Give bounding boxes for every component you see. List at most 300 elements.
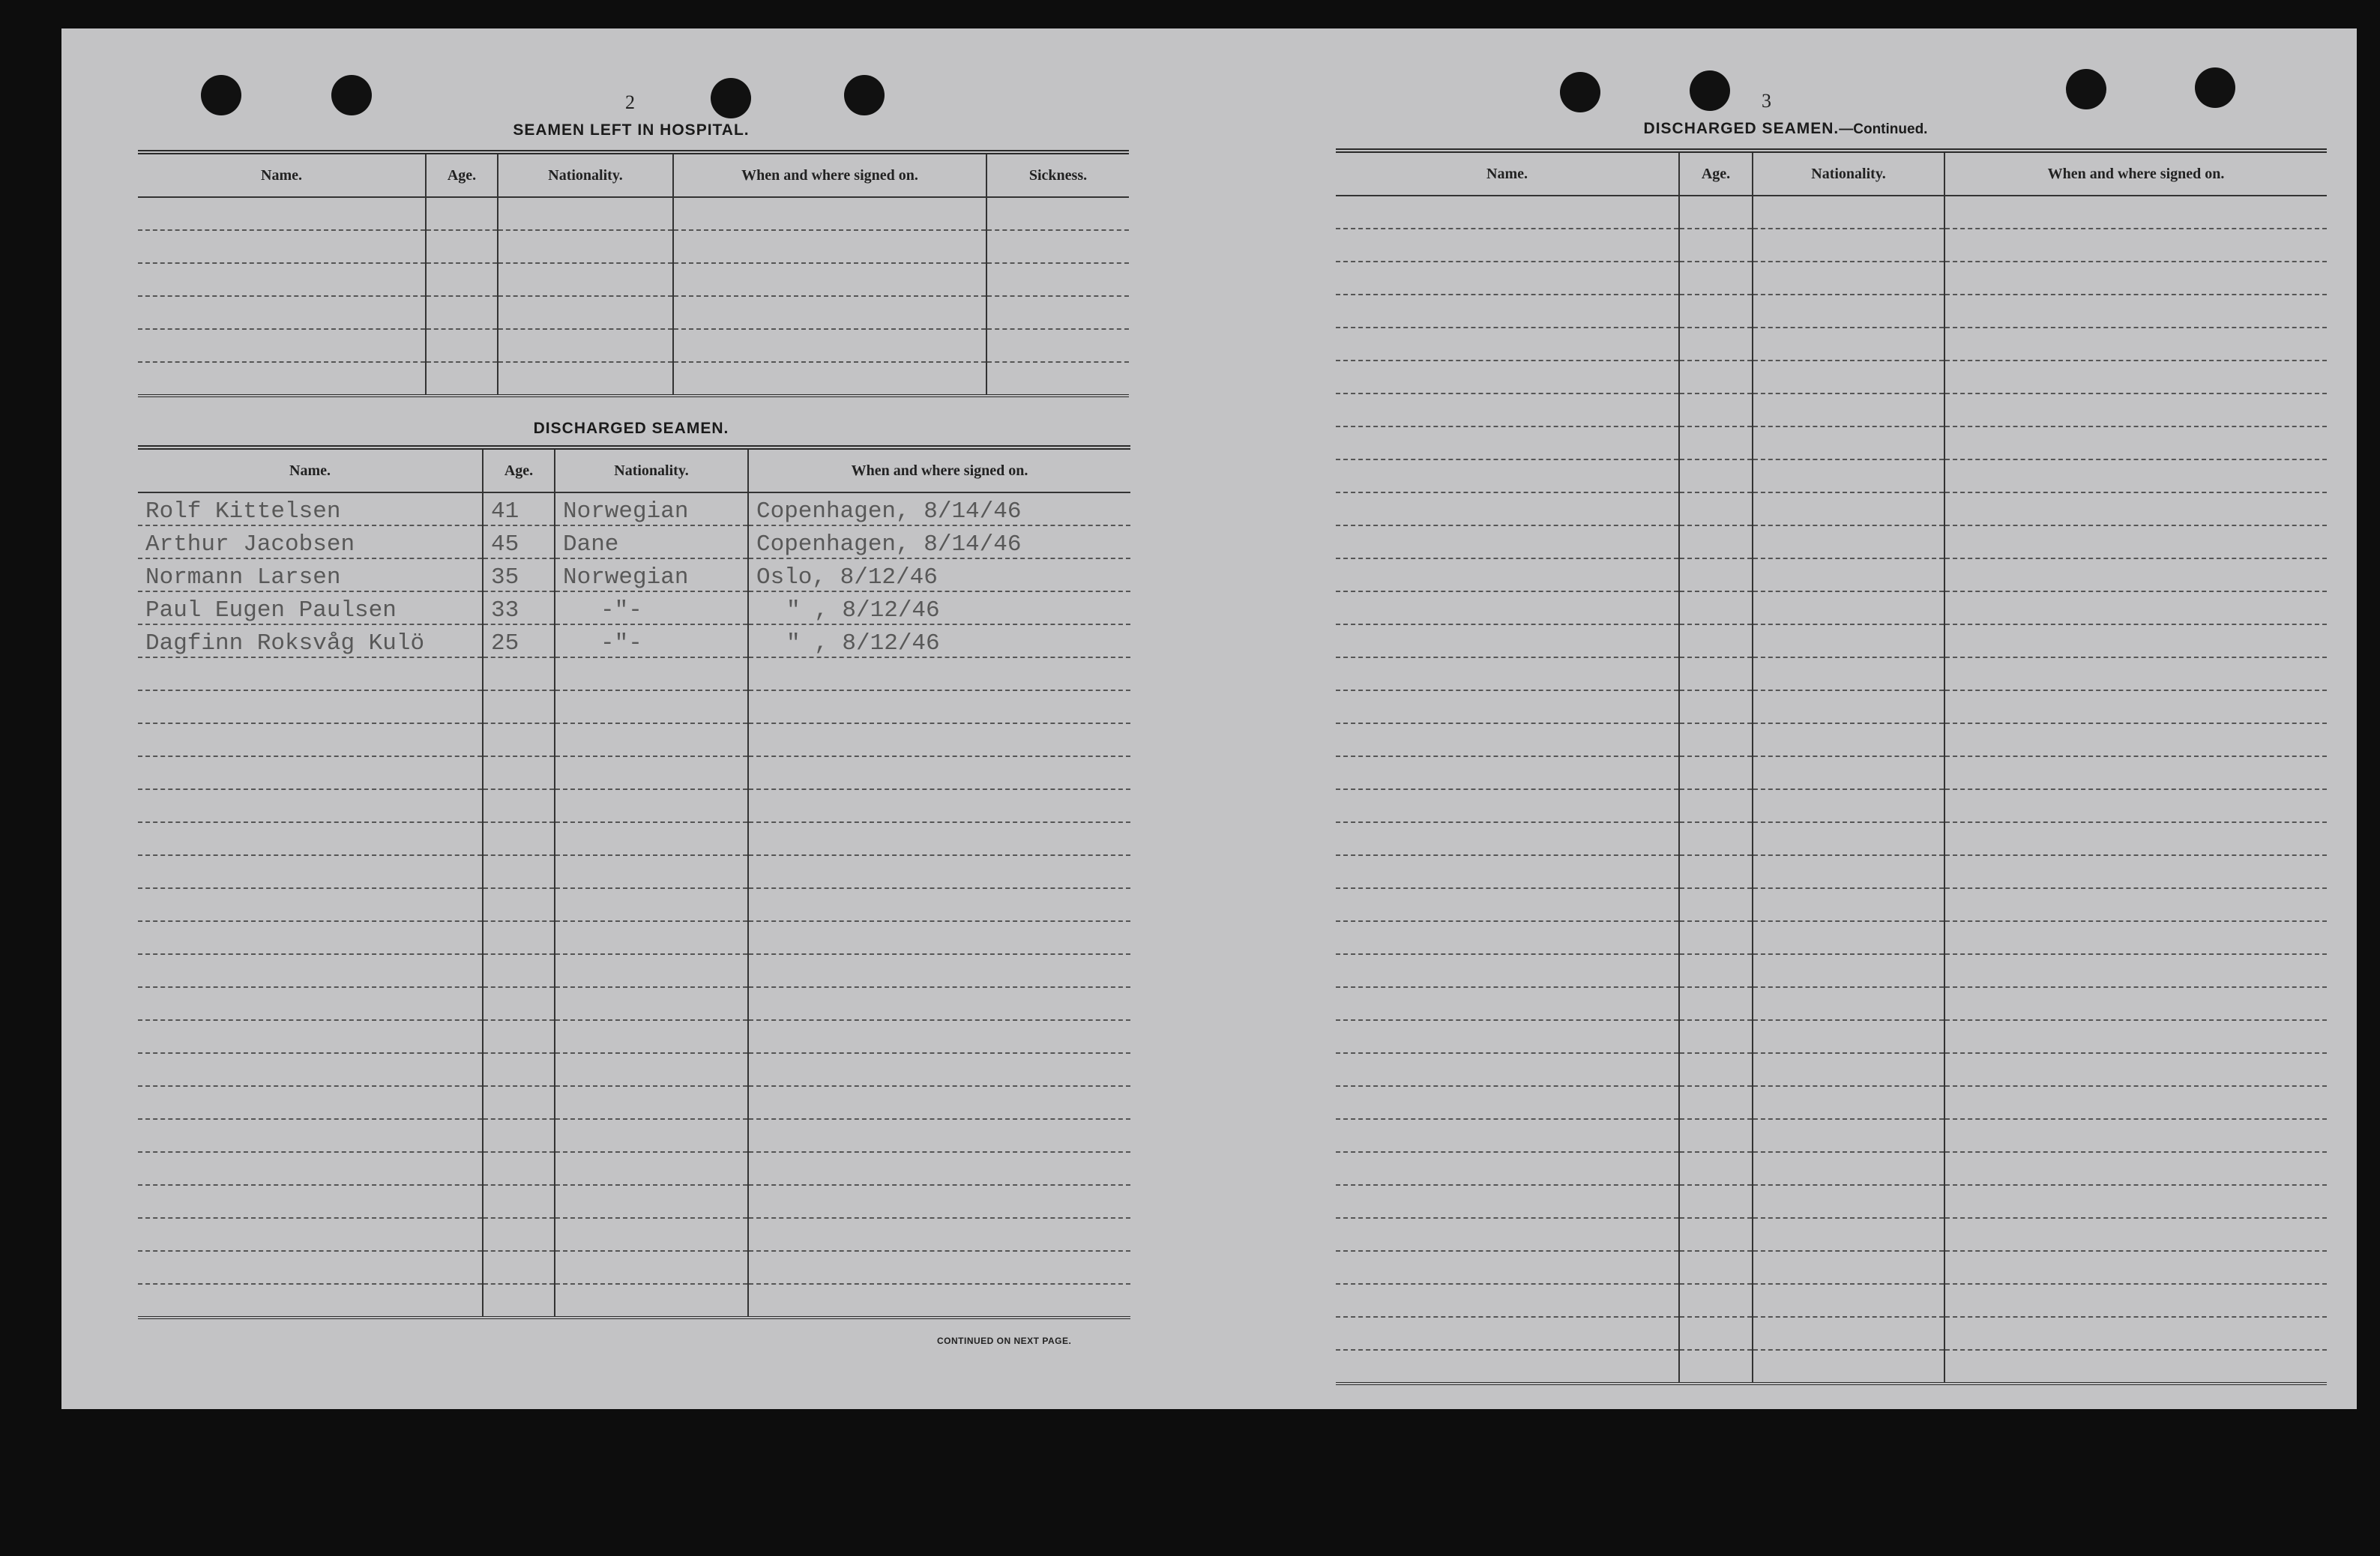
empty-cell: [748, 954, 1130, 987]
empty-cell: [1753, 361, 1944, 393]
empty-cell: [1944, 1350, 2327, 1384]
seaman-nationality: -"-: [555, 624, 748, 657]
seaman-name: Paul Eugen Paulsen: [138, 591, 483, 624]
empty-cell: [1336, 1185, 1679, 1218]
empty-cell: [138, 1086, 483, 1119]
empty-cell: [1679, 328, 1753, 361]
empty-cell: [748, 756, 1130, 789]
empty-cell: [1679, 492, 1753, 525]
empty-cell: [555, 822, 748, 855]
empty-table-row: [1336, 1251, 2327, 1284]
discharged-continued-table: [1336, 148, 2327, 1385]
empty-table-row: [138, 822, 1130, 855]
empty-table-row: [1336, 1284, 2327, 1317]
empty-cell: [138, 954, 483, 987]
empty-cell: [555, 723, 748, 756]
empty-table-row: [138, 987, 1130, 1020]
empty-table-row: [138, 1152, 1130, 1185]
empty-table-row: [1336, 855, 2327, 888]
empty-cell: [1944, 1020, 2327, 1053]
empty-cell: [1679, 426, 1753, 459]
empty-cell: [748, 921, 1130, 954]
empty-cell: [1679, 1086, 1753, 1119]
empty-cell: [1679, 1185, 1753, 1218]
empty-table-row: [138, 1119, 1130, 1152]
empty-cell: [1336, 921, 1679, 954]
document-sheet: [61, 28, 2357, 1409]
empty-cell: [1753, 426, 1944, 459]
seaman-age: 41: [483, 492, 555, 525]
empty-cell: [1944, 1317, 2327, 1350]
empty-table-row: [138, 1218, 1130, 1251]
empty-cell: [748, 822, 1130, 855]
empty-cell: [1679, 1284, 1753, 1317]
empty-cell: [1336, 1350, 1679, 1384]
empty-cell: [1753, 1284, 1944, 1317]
column-header-signed-on: When and where signed on.: [673, 152, 986, 197]
empty-cell: [1336, 1218, 1679, 1251]
empty-cell: [1753, 756, 1944, 789]
empty-cell: [483, 1119, 555, 1152]
empty-cell: [1336, 328, 1679, 361]
empty-cell: [138, 657, 483, 690]
table-row: [138, 492, 1130, 525]
column-header-age: Age.: [483, 447, 555, 492]
seaman-age: 45: [483, 525, 555, 558]
empty-cell: [1944, 196, 2327, 229]
seaman-name: Rolf Kittelsen: [138, 492, 483, 525]
empty-cell: [483, 789, 555, 822]
empty-cell: [138, 1020, 483, 1053]
seaman-nationality: Norwegian: [555, 558, 748, 591]
empty-cell: [555, 954, 748, 987]
empty-cell: [1336, 591, 1679, 624]
empty-table-row: [138, 1284, 1130, 1318]
empty-cell: [1944, 1185, 2327, 1218]
empty-table-row: [138, 756, 1130, 789]
empty-cell: [138, 1119, 483, 1152]
empty-cell: [1944, 558, 2327, 591]
empty-cell: [1753, 624, 1944, 657]
empty-cell: [1944, 690, 2327, 723]
empty-cell: [1679, 888, 1753, 921]
seaman-name: Normann Larsen: [138, 558, 483, 591]
empty-cell: [1753, 1053, 1944, 1086]
empty-table-row: [1336, 591, 2327, 624]
table-row: [138, 230, 1129, 263]
empty-cell: [1753, 789, 1944, 822]
empty-cell: [1336, 393, 1679, 426]
hospital-section-title: SEAMEN LEFT IN HOSPITAL.: [513, 121, 750, 139]
empty-cell: [1753, 295, 1944, 328]
empty-cell: [748, 690, 1130, 723]
empty-cell: [1753, 888, 1944, 921]
empty-cell: [1679, 262, 1753, 295]
empty-cell: [1336, 459, 1679, 492]
empty-cell: [1679, 1152, 1753, 1185]
empty-cell: [1336, 624, 1679, 657]
empty-cell: [483, 954, 555, 987]
seaman-nationality: -"-: [555, 591, 748, 624]
empty-cell: [748, 1020, 1130, 1053]
empty-cell: [1336, 229, 1679, 262]
empty-cell: [555, 690, 748, 723]
empty-table-row: [1336, 492, 2327, 525]
empty-cell: [1753, 855, 1944, 888]
table-row: [138, 329, 1129, 362]
empty-cell: [483, 657, 555, 690]
table-row: [138, 362, 1129, 396]
table-row: [138, 296, 1129, 329]
empty-cell: [1679, 1350, 1753, 1384]
empty-table-row: [1336, 229, 2327, 262]
empty-table-row: [1336, 361, 2327, 393]
empty-table-row: [138, 723, 1130, 756]
empty-cell: [1336, 822, 1679, 855]
empty-cell: [1679, 756, 1753, 789]
empty-cell: [1753, 1218, 1944, 1251]
empty-cell: [1336, 196, 1679, 229]
table-row: [138, 263, 1129, 296]
empty-cell: [1753, 1152, 1944, 1185]
empty-cell: [1679, 624, 1753, 657]
empty-cell: [1753, 690, 1944, 723]
empty-cell: [1753, 229, 1944, 262]
empty-cell: [1336, 1020, 1679, 1053]
empty-cell: [555, 1284, 748, 1318]
empty-cell: [1944, 1218, 2327, 1251]
empty-cell: [555, 1152, 748, 1185]
empty-cell: [483, 1020, 555, 1053]
empty-table-row: [1336, 328, 2327, 361]
empty-cell: [1753, 1119, 1944, 1152]
empty-cell: [748, 1119, 1130, 1152]
empty-cell: [1336, 361, 1679, 393]
empty-table-row: [1336, 1119, 2327, 1152]
empty-cell: [1944, 1086, 2327, 1119]
column-header-nationality: Nationality.: [555, 447, 748, 492]
empty-cell: [1679, 954, 1753, 987]
empty-cell: [483, 756, 555, 789]
empty-table-row: [1336, 921, 2327, 954]
empty-cell: [1679, 591, 1753, 624]
empty-cell: [483, 723, 555, 756]
empty-cell: [1944, 657, 2327, 690]
empty-cell: [1944, 987, 2327, 1020]
empty-cell: [1944, 1284, 2327, 1317]
empty-cell: [1679, 657, 1753, 690]
right-page: [1208, 28, 2357, 1409]
empty-cell: [1944, 591, 2327, 624]
empty-cell: [483, 822, 555, 855]
empty-cell: [1944, 723, 2327, 756]
column-header-age: Age.: [1679, 151, 1753, 196]
empty-cell: [1336, 492, 1679, 525]
empty-cell: [1753, 1251, 1944, 1284]
title-suffix: —Continued.: [1839, 121, 1928, 137]
empty-cell: [1753, 657, 1944, 690]
empty-cell: [1753, 525, 1944, 558]
empty-cell: [1753, 591, 1944, 624]
empty-table-row: [138, 657, 1130, 690]
empty-cell: [555, 987, 748, 1020]
continued-note: CONTINUED ON NEXT PAGE.: [937, 1336, 1072, 1346]
empty-cell: [138, 690, 483, 723]
empty-cell: [1336, 262, 1679, 295]
page-number: 2: [625, 91, 635, 113]
empty-table-row: [1336, 657, 2327, 690]
empty-cell: [1679, 822, 1753, 855]
column-header-name: Name.: [138, 152, 426, 197]
empty-cell: [483, 1185, 555, 1218]
empty-cell: [555, 1020, 748, 1053]
discharged-table: [138, 445, 1130, 1319]
seaman-signed-on: Copenhagen, 8/14/46: [748, 525, 1130, 558]
empty-table-row: [1336, 954, 2327, 987]
empty-cell: [483, 855, 555, 888]
empty-table-row: [1336, 1020, 2327, 1053]
empty-cell: [483, 921, 555, 954]
empty-cell: [555, 1185, 748, 1218]
empty-cell: [138, 1152, 483, 1185]
empty-table-row: [138, 1086, 1130, 1119]
empty-cell: [1944, 789, 2327, 822]
empty-cell: [555, 855, 748, 888]
empty-cell: [1336, 888, 1679, 921]
empty-cell: [138, 1185, 483, 1218]
empty-table-row: [1336, 888, 2327, 921]
empty-cell: [138, 987, 483, 1020]
empty-cell: [1336, 1086, 1679, 1119]
empty-cell: [748, 657, 1130, 690]
empty-cell: [1944, 361, 2327, 393]
table-row: [138, 624, 1130, 657]
empty-cell: [748, 888, 1130, 921]
seaman-signed-on: " , 8/12/46: [748, 624, 1130, 657]
empty-table-row: [1336, 690, 2327, 723]
empty-cell: [1336, 855, 1679, 888]
empty-table-row: [1336, 525, 2327, 558]
empty-table-row: [1336, 624, 2327, 657]
empty-cell: [1679, 196, 1753, 229]
empty-cell: [1336, 525, 1679, 558]
empty-cell: [555, 657, 748, 690]
empty-table-row: [1336, 756, 2327, 789]
empty-cell: [555, 1119, 748, 1152]
empty-cell: [1753, 723, 1944, 756]
empty-cell: [1753, 262, 1944, 295]
empty-cell: [1336, 1053, 1679, 1086]
empty-cell: [1944, 393, 2327, 426]
empty-cell: [1944, 624, 2327, 657]
empty-cell: [555, 1251, 748, 1284]
empty-cell: [1944, 822, 2327, 855]
empty-cell: [1753, 1185, 1944, 1218]
empty-cell: [748, 723, 1130, 756]
empty-cell: [138, 921, 483, 954]
empty-cell: [748, 1053, 1130, 1086]
empty-cell: [1679, 1218, 1753, 1251]
empty-cell: [1753, 822, 1944, 855]
empty-cell: [1753, 196, 1944, 229]
empty-cell: [1679, 295, 1753, 328]
empty-cell: [1336, 657, 1679, 690]
empty-cell: [138, 789, 483, 822]
empty-cell: [1944, 921, 2327, 954]
column-header-name: Name.: [138, 447, 483, 492]
empty-cell: [1679, 558, 1753, 591]
empty-table-row: [1336, 295, 2327, 328]
empty-cell: [138, 822, 483, 855]
empty-cell: [748, 987, 1130, 1020]
seaman-age: 25: [483, 624, 555, 657]
empty-cell: [1336, 1152, 1679, 1185]
empty-table-row: [1336, 1350, 2327, 1384]
empty-cell: [1679, 855, 1753, 888]
column-header-signed-on: When and where signed on.: [1944, 151, 2327, 196]
seaman-nationality: Dane: [555, 525, 748, 558]
empty-cell: [748, 1152, 1130, 1185]
empty-cell: [1336, 954, 1679, 987]
empty-table-row: [1336, 1152, 2327, 1185]
table-row: [138, 525, 1130, 558]
empty-cell: [1679, 1053, 1753, 1086]
column-header-name: Name.: [1336, 151, 1679, 196]
empty-cell: [483, 1086, 555, 1119]
empty-table-row: [1336, 987, 2327, 1020]
empty-cell: [748, 789, 1130, 822]
empty-cell: [1944, 888, 2327, 921]
empty-cell: [1944, 954, 2327, 987]
empty-cell: [1679, 1251, 1753, 1284]
empty-cell: [1944, 525, 2327, 558]
empty-cell: [748, 1185, 1130, 1218]
empty-table-row: [1336, 459, 2327, 492]
empty-table-row: [138, 1020, 1130, 1053]
empty-cell: [1336, 1284, 1679, 1317]
page-number: 3: [1762, 90, 1771, 112]
empty-cell: [1679, 789, 1753, 822]
empty-table-row: [1336, 1185, 2327, 1218]
empty-cell: [748, 855, 1130, 888]
empty-cell: [1336, 723, 1679, 756]
empty-cell: [1753, 1350, 1944, 1384]
empty-cell: [555, 789, 748, 822]
column-header-sickness: Sickness.: [986, 152, 1129, 197]
seaman-age: 33: [483, 591, 555, 624]
hospital-table: [138, 150, 1129, 397]
empty-cell: [748, 1284, 1130, 1318]
empty-cell: [483, 1218, 555, 1251]
empty-cell: [1679, 690, 1753, 723]
empty-cell: [1336, 987, 1679, 1020]
empty-table-row: [138, 855, 1130, 888]
empty-cell: [1753, 987, 1944, 1020]
empty-cell: [1753, 492, 1944, 525]
empty-cell: [1753, 921, 1944, 954]
empty-cell: [1944, 295, 2327, 328]
empty-table-row: [1336, 822, 2327, 855]
empty-cell: [1336, 1251, 1679, 1284]
empty-table-row: [1336, 426, 2327, 459]
empty-table-row: [1336, 393, 2327, 426]
empty-cell: [1679, 1020, 1753, 1053]
empty-cell: [748, 1086, 1130, 1119]
empty-cell: [1679, 229, 1753, 262]
column-header-nationality: Nationality.: [1753, 151, 1944, 196]
empty-cell: [138, 1284, 483, 1318]
empty-cell: [1753, 954, 1944, 987]
seaman-name: Arthur Jacobsen: [138, 525, 483, 558]
empty-cell: [1336, 789, 1679, 822]
empty-cell: [1753, 1020, 1944, 1053]
empty-cell: [1944, 1119, 2327, 1152]
empty-cell: [1944, 1251, 2327, 1284]
empty-cell: [1679, 723, 1753, 756]
empty-cell: [1336, 1119, 1679, 1152]
empty-cell: [483, 888, 555, 921]
empty-cell: [1679, 987, 1753, 1020]
empty-table-row: [138, 1251, 1130, 1284]
empty-cell: [1336, 756, 1679, 789]
empty-table-row: [1336, 1218, 2327, 1251]
seaman-age: 35: [483, 558, 555, 591]
table-row: [138, 197, 1129, 230]
empty-table-row: [1336, 1317, 2327, 1350]
table-row: [138, 591, 1130, 624]
empty-cell: [138, 855, 483, 888]
empty-table-row: [138, 921, 1130, 954]
empty-table-row: [1336, 1086, 2327, 1119]
empty-cell: [138, 723, 483, 756]
empty-table-row: [138, 1053, 1130, 1086]
empty-cell: [483, 1053, 555, 1086]
empty-cell: [1944, 459, 2327, 492]
empty-cell: [138, 888, 483, 921]
empty-cell: [1336, 426, 1679, 459]
empty-cell: [138, 1251, 483, 1284]
empty-cell: [1753, 558, 1944, 591]
empty-table-row: [138, 954, 1130, 987]
seaman-signed-on: Oslo, 8/12/46: [748, 558, 1130, 591]
column-header-age: Age.: [426, 152, 498, 197]
empty-cell: [1944, 756, 2327, 789]
seaman-signed-on: Copenhagen, 8/14/46: [748, 492, 1130, 525]
empty-cell: [1679, 459, 1753, 492]
empty-cell: [1679, 361, 1753, 393]
empty-cell: [1679, 1317, 1753, 1350]
empty-cell: [1944, 426, 2327, 459]
empty-cell: [555, 756, 748, 789]
empty-table-row: [1336, 262, 2327, 295]
discharged-continued-title: [1291, 120, 2280, 138]
empty-cell: [1944, 328, 2327, 361]
empty-table-row: [1336, 196, 2327, 229]
empty-cell: [1944, 855, 2327, 888]
empty-table-row: [138, 789, 1130, 822]
empty-cell: [483, 1284, 555, 1318]
empty-cell: [483, 1152, 555, 1185]
empty-cell: [1336, 1317, 1679, 1350]
left-page: [61, 28, 1208, 1409]
empty-table-row: [1336, 1053, 2327, 1086]
empty-table-row: [1336, 789, 2327, 822]
empty-cell: [1944, 262, 2327, 295]
empty-cell: [483, 1251, 555, 1284]
empty-table-row: [138, 888, 1130, 921]
seaman-name: Dagfinn Roksvåg Kulö: [138, 624, 483, 657]
empty-cell: [1679, 1119, 1753, 1152]
